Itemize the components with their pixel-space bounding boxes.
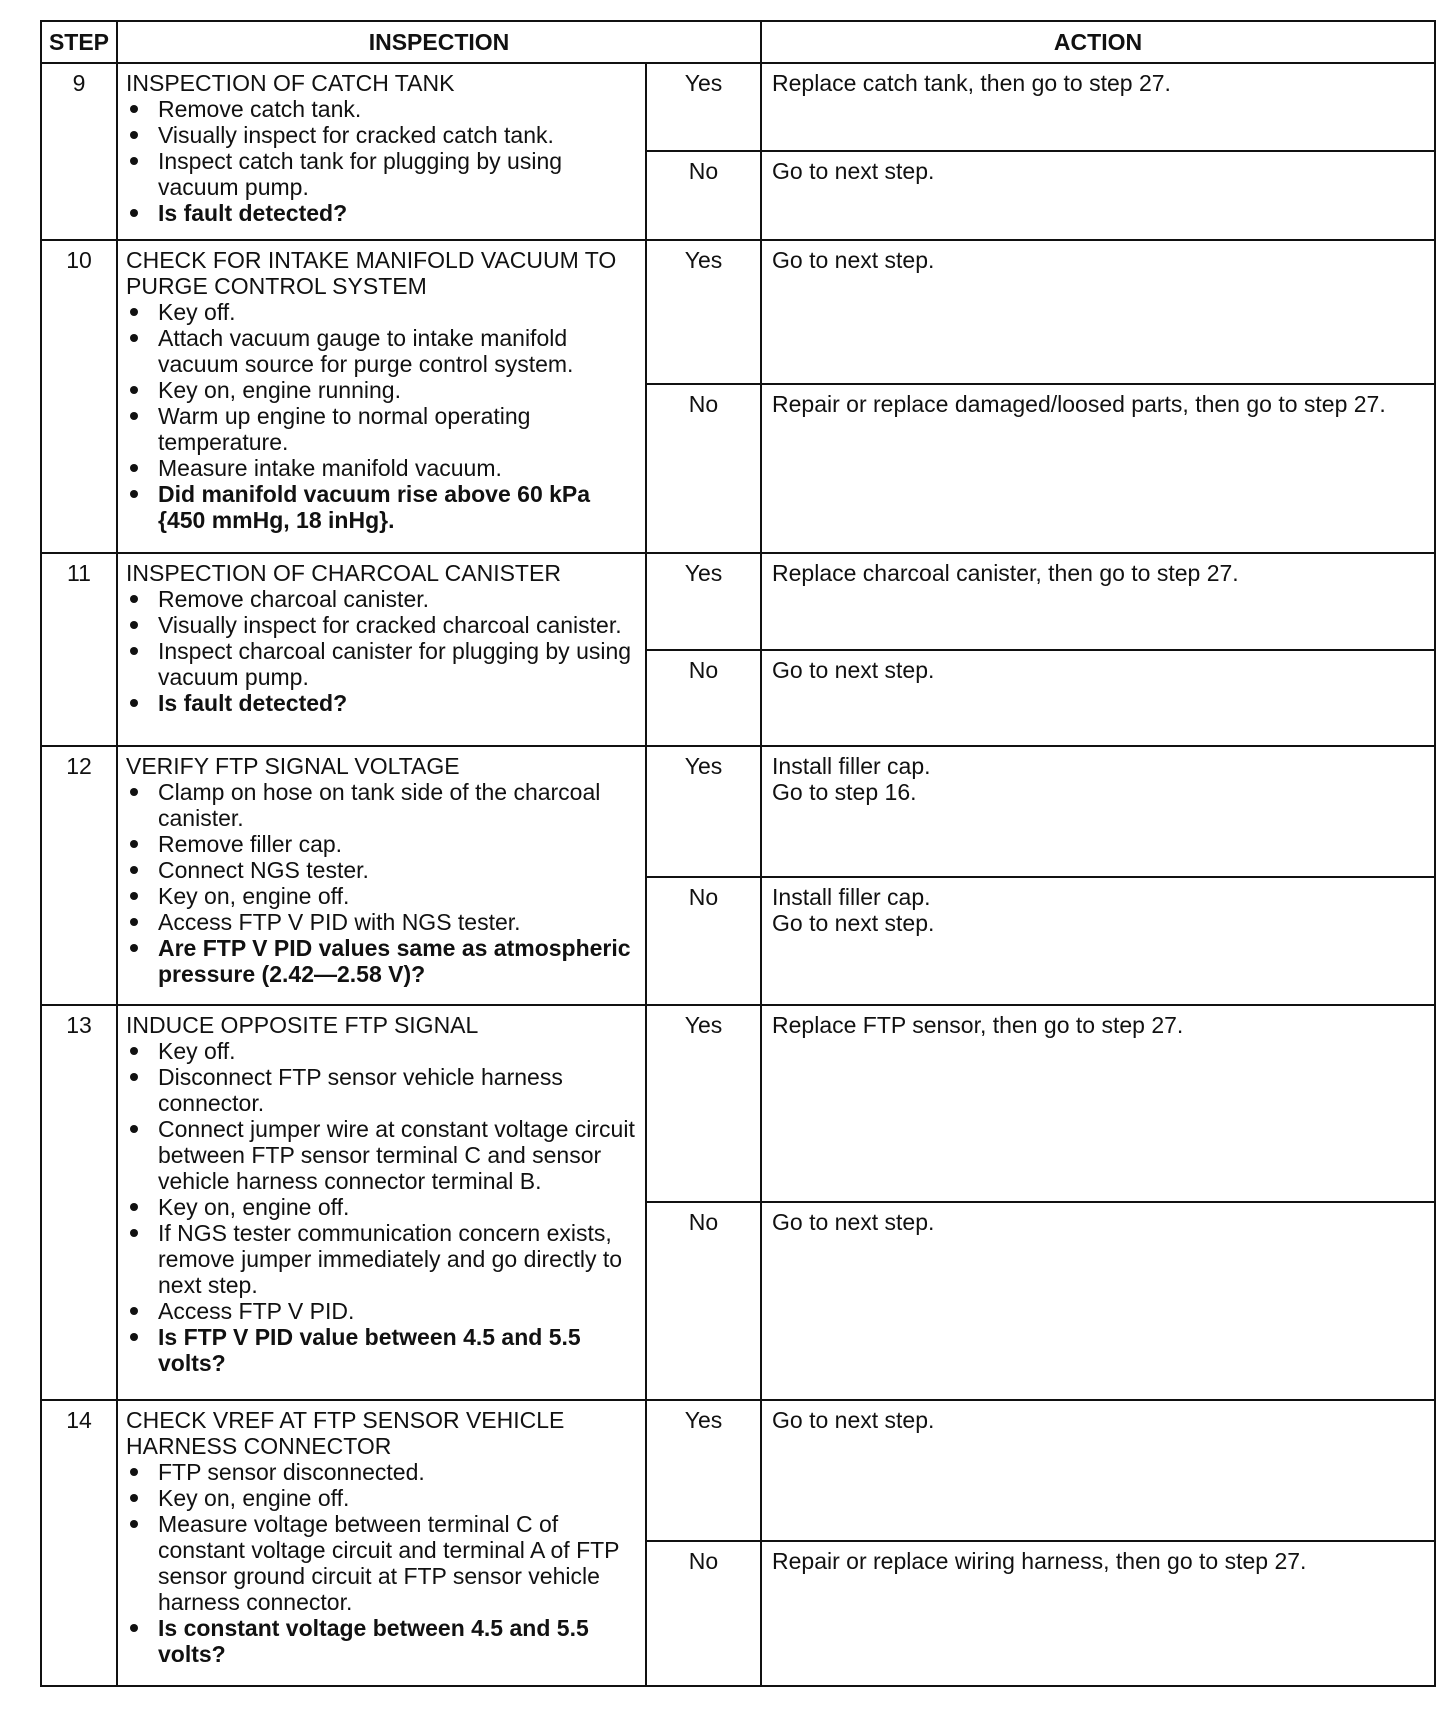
- no-action: [761, 384, 1435, 553]
- no-label: [646, 151, 761, 239]
- inspection-bullet: Inspect charcoal canister for plugging by using vacuum pump.: [126, 638, 637, 690]
- yes-label-text: Yes: [684, 559, 723, 586]
- inspection-bullet: Access FTP V PID with NGS tester.: [126, 909, 637, 935]
- step-row-yes: [41, 553, 1435, 650]
- inspection-cell: [117, 1005, 646, 1400]
- step-number-text: 14: [66, 1407, 92, 1434]
- yes-label-text: Yes: [684, 753, 723, 780]
- inspection-bullet: Connect NGS tester.: [126, 857, 637, 883]
- yes-label-text: Yes: [684, 246, 723, 273]
- no-label-text: No: [688, 1208, 719, 1235]
- inspection-cell: [117, 1400, 646, 1686]
- no-action: [761, 151, 1435, 239]
- no-action-text: Go to next step.: [772, 656, 935, 683]
- inspection-question: Is fault detected?: [126, 200, 637, 226]
- no-label: [646, 384, 761, 553]
- yes-label: [646, 1400, 761, 1541]
- inspection-cell: [117, 63, 646, 240]
- inspection-bullet: Key on, engine off.: [126, 1194, 637, 1220]
- yes-action: [761, 553, 1435, 650]
- no-action-text: Go to next step.: [772, 1208, 935, 1235]
- step-row-yes: [41, 63, 1435, 151]
- no-label: [646, 1541, 761, 1686]
- no-label-text: No: [688, 158, 719, 185]
- step-number-text: 11: [67, 559, 91, 586]
- inspection-bullet: Visually inspect for cracked charcoal canister.: [126, 612, 637, 638]
- inspection-bullet: Key on, engine off.: [126, 1485, 637, 1511]
- no-label-text: No: [688, 390, 719, 417]
- inspection-bullet: Visually inspect for cracked catch tank.: [126, 122, 637, 148]
- inspection-title: CHECK VREF AT FTP SENSOR VEHICLE HARNESS CONNECTOR: [126, 1407, 565, 1460]
- inspection-bullet: Access FTP V PID.: [126, 1298, 637, 1324]
- inspection-title: VERIFY FTP SIGNAL VOLTAGE: [126, 753, 460, 780]
- inspection-bullets: [126, 1038, 637, 1376]
- no-label-text: No: [688, 1547, 719, 1574]
- inspection-bullet: Key off.: [126, 299, 637, 325]
- inspection-cell: [117, 746, 646, 1005]
- yes-label-text: Yes: [684, 1011, 723, 1038]
- step-number: [41, 1005, 117, 1400]
- inspection-bullet: Remove charcoal canister.: [126, 586, 637, 612]
- step-number-text: 10: [66, 246, 92, 273]
- inspection-question: Are FTP V PID values same as atmospheric pressure (2.42—2.58 V)?: [126, 935, 637, 987]
- step-number: [41, 63, 117, 240]
- inspection-bullet: Measure voltage between terminal C of constant voltage circuit and terminal A of FTP sensor ground circuit at FTP sensor vehicle harness connector.: [126, 1511, 637, 1615]
- inspection-title: INSPECTION OF CHARCOAL CANISTER: [126, 559, 561, 586]
- step-row-yes: [41, 1005, 1435, 1202]
- yes-action-text: Go to next step.: [772, 246, 935, 273]
- inspection-title: CHECK FOR INTAKE MANIFOLD VACUUM TO PURGE CONTROL SYSTEM: [126, 246, 617, 299]
- yes-action-text: Go to next step.: [772, 1407, 935, 1434]
- yes-label: [646, 63, 761, 151]
- no-label: [646, 650, 761, 747]
- no-action-text: Go to next step.: [772, 909, 935, 936]
- step-number: [41, 746, 117, 1005]
- step-number-text: 13: [66, 1011, 92, 1038]
- yes-action-text: Replace charcoal canister, then go to step 27.: [772, 559, 1239, 586]
- no-action: [761, 650, 1435, 747]
- inspection-bullet: Clamp on hose on tank side of the charcoal canister.: [126, 779, 637, 831]
- yes-label: [646, 1005, 761, 1202]
- yes-label-text: Yes: [684, 70, 723, 96]
- yes-action: [761, 1005, 1435, 1202]
- inspection-bullets: [126, 586, 637, 716]
- no-label: [646, 877, 761, 1005]
- no-action: [761, 1202, 1435, 1400]
- step-row-yes: [41, 1400, 1435, 1541]
- no-label-text: No: [688, 883, 719, 910]
- inspection-bullet: Key off.: [126, 1038, 637, 1064]
- inspection-question: Is fault detected?: [126, 690, 637, 716]
- inspection-bullet: Inspect catch tank for plugging by using vacuum pump.: [126, 148, 637, 200]
- no-label: [646, 1202, 761, 1400]
- inspection-bullets: [126, 299, 637, 533]
- diagnostic-table: [40, 20, 1436, 1687]
- yes-action-text: Install filler cap.: [772, 753, 931, 780]
- step-number: [41, 240, 117, 553]
- no-action: [761, 877, 1435, 1005]
- inspection-bullet: Connect jumper wire at constant voltage circuit between FTP sensor terminal C and sensor vehicle harness connector terminal B.: [126, 1116, 637, 1194]
- inspection-bullets: [126, 779, 637, 987]
- step-row-yes: [41, 746, 1435, 876]
- inspection-bullet: Disconnect FTP sensor vehicle harness connector.: [126, 1064, 637, 1116]
- inspection-bullet: Key on, engine running.: [126, 377, 637, 403]
- yes-label: [646, 746, 761, 876]
- yes-action: [761, 240, 1435, 384]
- no-action: [761, 1541, 1435, 1686]
- inspection-bullet: Warm up engine to normal operating temperature.: [126, 403, 637, 455]
- inspection-cell: [117, 553, 646, 746]
- inspection-title: INDUCE OPPOSITE FTP SIGNAL: [126, 1011, 479, 1038]
- step-row-yes: [41, 240, 1435, 384]
- yes-action: [761, 746, 1435, 876]
- header-step: STEP: [41, 21, 117, 63]
- no-action-text: Repair or replace damaged/loosed parts, then go to step 27.: [772, 390, 1386, 417]
- yes-action: [761, 1400, 1435, 1541]
- inspection-bullet: Measure intake manifold vacuum.: [126, 455, 637, 481]
- inspection-bullet: Key on, engine off.: [126, 883, 637, 909]
- inspection-bullet: If NGS tester communication concern exists, remove jumper immediately and go directly to next step.: [126, 1220, 637, 1298]
- header-inspection: INSPECTION: [117, 21, 761, 63]
- no-action-text: Go to next step.: [772, 158, 935, 185]
- inspection-bullets: [126, 96, 637, 226]
- no-action-text: Install filler cap.: [772, 883, 931, 910]
- inspection-title: INSPECTION OF CATCH TANK: [126, 70, 455, 96]
- yes-label-text: Yes: [684, 1407, 723, 1434]
- step-number: [41, 553, 117, 746]
- table-body: [41, 63, 1435, 1686]
- yes-label: [646, 553, 761, 650]
- inspection-question: Is FTP V PID value between 4.5 and 5.5 volts?: [126, 1324, 637, 1376]
- yes-action-text: Replace FTP sensor, then go to step 27.: [772, 1011, 1184, 1038]
- inspection-bullet: FTP sensor disconnected.: [126, 1459, 637, 1485]
- step-number-text: 12: [66, 753, 92, 780]
- inspection-bullet: Attach vacuum gauge to intake manifold vacuum source for purge control system.: [126, 325, 637, 377]
- inspection-cell: [117, 240, 646, 553]
- no-action-text: Repair or replace wiring harness, then go to step 27.: [772, 1547, 1307, 1574]
- header-row: [41, 21, 1435, 63]
- yes-label: [646, 240, 761, 384]
- step-number: [41, 1400, 117, 1686]
- inspection-question: Did manifold vacuum rise above 60 kPa {450 mmHg, 18 inHg}.: [126, 481, 637, 533]
- yes-action: [761, 63, 1435, 151]
- header-action: ACTION: [761, 21, 1435, 63]
- yes-action-text: Replace catch tank, then go to step 27.: [772, 70, 1171, 96]
- step-number-text: 9: [72, 70, 86, 96]
- inspection-bullet: Remove filler cap.: [126, 831, 637, 857]
- yes-action-text: Go to step 16.: [772, 779, 917, 806]
- inspection-question: Is constant voltage between 4.5 and 5.5 volts?: [126, 1615, 637, 1667]
- no-label-text: No: [688, 656, 719, 683]
- inspection-bullets: [126, 1459, 637, 1667]
- inspection-bullet: Remove catch tank.: [126, 96, 637, 122]
